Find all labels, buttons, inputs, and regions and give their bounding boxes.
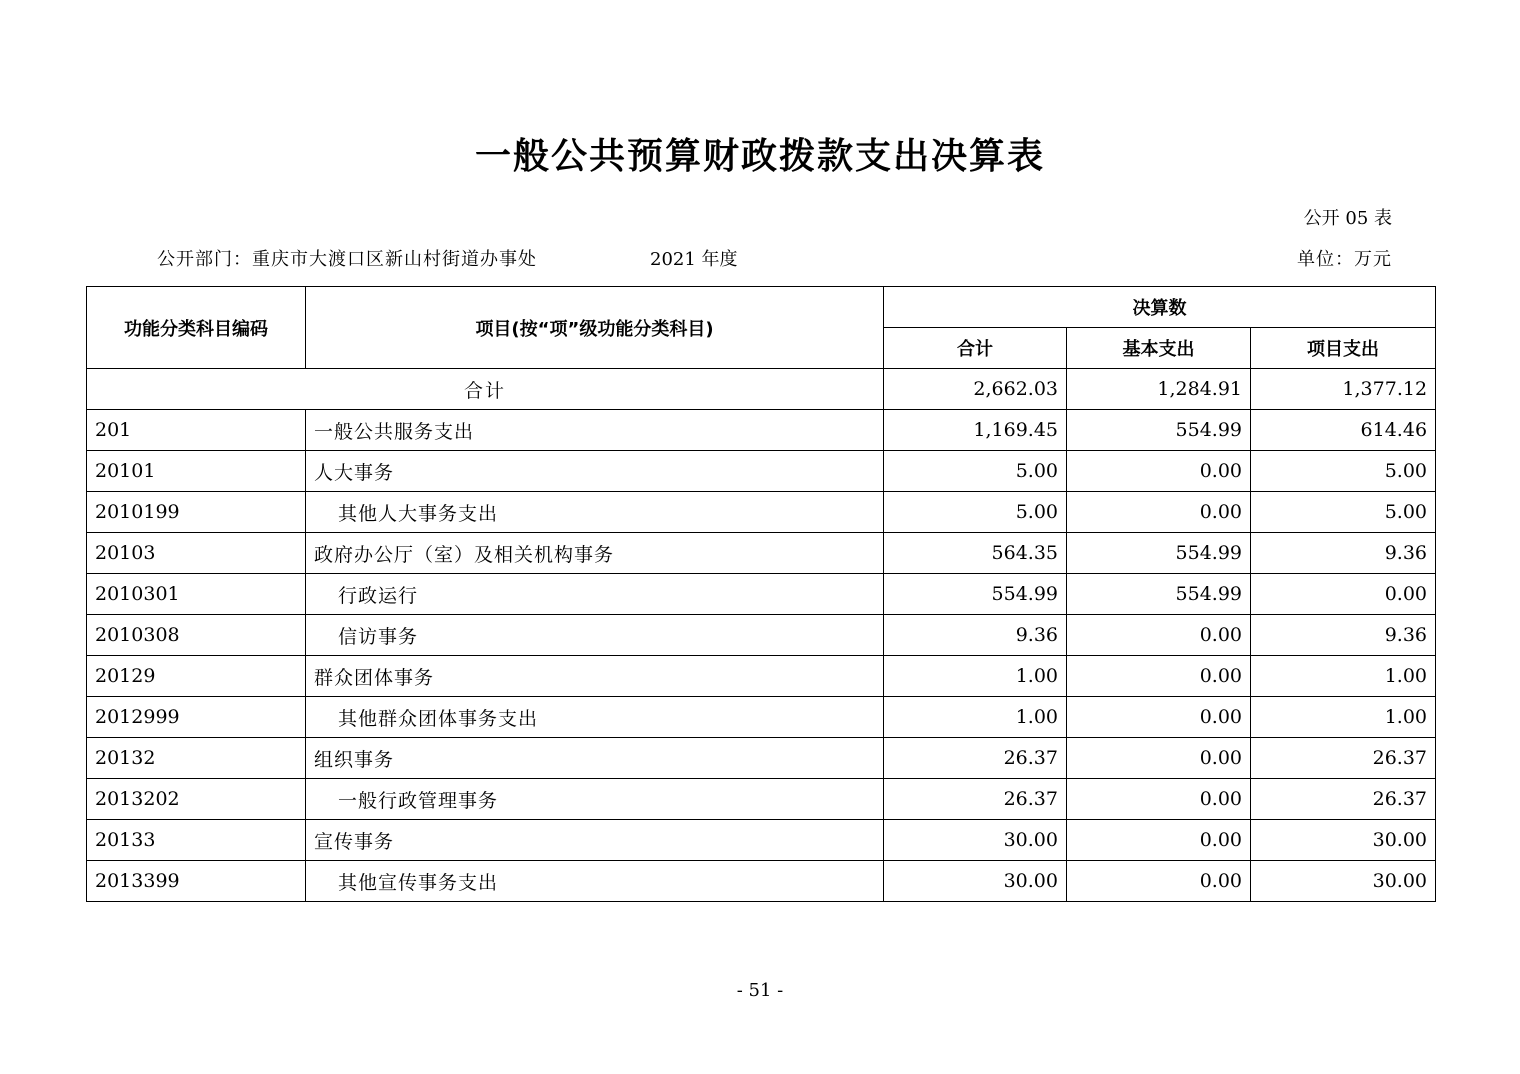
row-project: 1.00: [1251, 656, 1436, 697]
row-basic: 0.00: [1067, 656, 1251, 697]
row-name: 其他人大事务支出: [306, 492, 884, 533]
row-name: 一般行政管理事务: [306, 779, 884, 820]
department-label: 公开部门：重庆市大渡口区新山村街道办事处: [157, 249, 537, 270]
table-number: 公开 05 表: [1303, 208, 1392, 229]
table-row: [87, 574, 1436, 615]
row-code: 201: [87, 410, 306, 451]
row-project: 30.00: [1251, 820, 1436, 861]
row-basic: 0.00: [1067, 615, 1251, 656]
page-title: 一般公共预算财政拨款支出决算表: [474, 136, 1045, 177]
header-final: 决算数: [884, 287, 1436, 328]
table-row: [87, 533, 1436, 574]
row-total: 9.36: [884, 615, 1067, 656]
budget-table: [86, 286, 1436, 902]
table-row: [87, 615, 1436, 656]
row-total: 30.00: [884, 820, 1067, 861]
row-project: 0.00: [1251, 574, 1436, 615]
row-project: 614.46: [1251, 410, 1436, 451]
row-total: 1,169.45: [884, 410, 1067, 451]
row-project: 26.37: [1251, 779, 1436, 820]
row-total: 30.00: [884, 861, 1067, 902]
table-row: [87, 820, 1436, 861]
row-project: 9.36: [1251, 615, 1436, 656]
row-basic: 0.00: [1067, 820, 1251, 861]
row-name: 行政运行: [306, 574, 884, 615]
row-name: 组织事务: [306, 738, 884, 779]
row-name: 其他宣传事务支出: [306, 861, 884, 902]
row-name: 群众团体事务: [306, 656, 884, 697]
row-code: 2013202: [87, 779, 306, 820]
row-basic: 0.00: [1067, 697, 1251, 738]
table-row: [87, 697, 1436, 738]
row-code: 20132: [87, 738, 306, 779]
row-code: 20101: [87, 451, 306, 492]
row-total: 5.00: [884, 492, 1067, 533]
table-row: [87, 779, 1436, 820]
table-row: [87, 451, 1436, 492]
row-total: 554.99: [884, 574, 1067, 615]
row-basic: 554.99: [1067, 410, 1251, 451]
row-total: 5.00: [884, 451, 1067, 492]
row-project: 1.00: [1251, 697, 1436, 738]
row-basic: 0.00: [1067, 738, 1251, 779]
row-name: 其他群众团体事务支出: [306, 697, 884, 738]
row-total: 26.37: [884, 779, 1067, 820]
row-basic: 0.00: [1067, 779, 1251, 820]
row-project: 5.00: [1251, 492, 1436, 533]
row-basic: 0.00: [1067, 861, 1251, 902]
row-project: 30.00: [1251, 861, 1436, 902]
row-code: 2010308: [87, 615, 306, 656]
total-label: 合计: [87, 369, 884, 410]
row-name: 信访事务: [306, 615, 884, 656]
row-code: 20133: [87, 820, 306, 861]
row-basic: 0.00: [1067, 492, 1251, 533]
row-total: 1.00: [884, 697, 1067, 738]
row-code: 2012999: [87, 697, 306, 738]
row-project: 5.00: [1251, 451, 1436, 492]
row-code: 20129: [87, 656, 306, 697]
row-name: 政府办公厅（室）及相关机构事务: [306, 533, 884, 574]
row-name: 宣传事务: [306, 820, 884, 861]
table-row: [87, 656, 1436, 697]
row-project: 9.36: [1251, 533, 1436, 574]
row-name: 一般公共服务支出: [306, 410, 884, 451]
header-total: 合计: [884, 328, 1067, 369]
row-basic: 0.00: [1067, 451, 1251, 492]
table-row: [87, 410, 1436, 451]
table-row: [87, 492, 1436, 533]
total-project: 1,377.12: [1251, 369, 1436, 410]
row-total: 564.35: [884, 533, 1067, 574]
unit-label: 单位：万元: [1297, 249, 1392, 270]
page-number: - 51 -: [736, 980, 784, 1001]
row-code: 2010301: [87, 574, 306, 615]
total-basic: 1,284.91: [1067, 369, 1251, 410]
row-name: 人大事务: [306, 451, 884, 492]
table-row: [87, 861, 1436, 902]
total-sum: 2,662.03: [884, 369, 1067, 410]
header-code: 功能分类科目编码: [87, 287, 306, 369]
table-row: [87, 738, 1436, 779]
row-project: 26.37: [1251, 738, 1436, 779]
row-basic: 554.99: [1067, 574, 1251, 615]
row-code: 2013399: [87, 861, 306, 902]
row-total: 1.00: [884, 656, 1067, 697]
header-basic: 基本支出: [1067, 328, 1251, 369]
row-basic: 554.99: [1067, 533, 1251, 574]
total-row: [87, 369, 1436, 410]
row-code: 2010199: [87, 492, 306, 533]
header-project: 项目支出: [1251, 328, 1436, 369]
row-code: 20103: [87, 533, 306, 574]
fiscal-year: 2021 年度: [650, 249, 738, 270]
row-total: 26.37: [884, 738, 1067, 779]
header-item: 项目(按“项”级功能分类科目): [306, 287, 884, 369]
